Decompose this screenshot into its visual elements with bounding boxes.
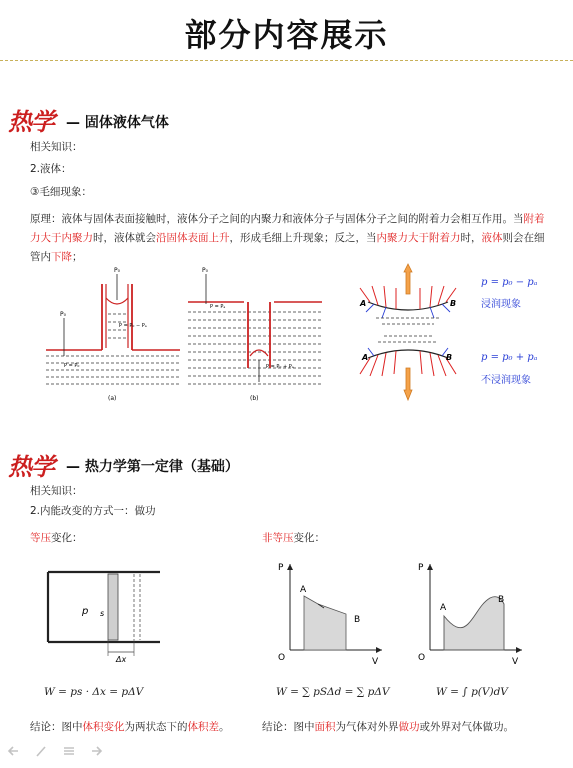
isobaric-heading: 等压变化： — [30, 532, 83, 544]
menu-icon[interactable] — [62, 744, 76, 758]
pv-graph-curve — [414, 560, 530, 666]
svg-text:P = Pₐ: P = Pₐ — [210, 304, 226, 310]
header-divider — [0, 60, 573, 61]
section2-brand: 热学 — [8, 452, 54, 481]
slide-toolbar — [6, 744, 104, 758]
svg-text:P = P₀: P = P₀ — [64, 363, 80, 369]
svg-text:P₀: P₀ — [202, 267, 209, 274]
nonwet-label-A: A — [362, 353, 369, 362]
pen-icon[interactable] — [34, 744, 48, 758]
svg-text:P₀: P₀ — [60, 311, 67, 318]
section1-title: — 固体液体气体 — [66, 115, 169, 131]
pv2-axis-p: P — [418, 563, 424, 573]
wet-equation: p = p₀ − pₐ — [481, 277, 538, 288]
meniscus-force-diagram — [356, 262, 476, 408]
next-arrow-icon[interactable] — [90, 744, 104, 758]
svg-text:P = P₀ + Pₐ: P = P₀ + Pₐ — [266, 364, 294, 370]
fig-b-caption: (b) — [250, 395, 259, 402]
work-equation-sum: W = ∑ pSΔd = ∑ pΔV — [276, 686, 390, 698]
principle-paragraph: 原理：液体与固体表面接触时，液体分子之间的内聚力和液体分子与固体分子之间的附着力会相互作用。当附着力大于内聚力时，液体就会沿固体表面上升，形成毛细上升现象；反之，当内聚力大于附着力时，液体则会在细管内下降； — [30, 213, 545, 263]
pv1-point-b: B — [354, 615, 361, 625]
piston-diagram — [44, 568, 164, 662]
non-isobaric-heading: 非等压变化： — [262, 532, 325, 544]
conclusion-isobaric: 结论：图中体积变化为两状态下的体积差。 — [30, 721, 230, 733]
nonwet-label-B: B — [446, 353, 453, 362]
pv1-axis-v: V — [372, 657, 379, 666]
work-equation-isobaric: W = ps · Δx = pΔV — [44, 686, 144, 698]
capillary-figure-b — [186, 264, 324, 404]
section2-knowledge: 相关知识： — [30, 485, 83, 497]
nonwet-label: 不浸润现象 — [481, 375, 531, 386]
conclusion-non-isobaric: 结论：图中面积为气体对外界做功或外界对气体做功。 — [262, 721, 514, 733]
pv2-axis-v: V — [512, 657, 519, 666]
wet-label-A: A — [360, 299, 367, 308]
pv1-axis-p: P — [278, 563, 284, 573]
wet-label: 浸润现象 — [481, 299, 521, 310]
piston-s-label: s — [100, 609, 105, 618]
previous-arrow-icon[interactable] — [6, 744, 20, 758]
wet-label-B: B — [450, 299, 457, 308]
pv1-axis-o: O — [278, 653, 286, 663]
section1-item2: ③毛细现象： — [30, 186, 92, 198]
capillary-figure-a — [44, 264, 182, 404]
pv2-point-a: A — [440, 603, 447, 613]
fig-a-caption: (a) — [108, 395, 117, 402]
pv2-point-b: B — [498, 595, 505, 605]
pv1-point-a: A — [300, 585, 307, 595]
pv2-axis-o: O — [418, 653, 426, 663]
piston-dx-label: Δx — [116, 655, 127, 662]
pv-graph-polygon — [272, 560, 388, 666]
svg-text:P = P₀ − Pₐ: P = P₀ − Pₐ — [119, 323, 147, 329]
section2-item1: 2.内能改变的方式一：做功 — [30, 505, 156, 517]
section1-item1: 2.液体： — [30, 163, 72, 175]
section1-knowledge: 相关知识： — [30, 141, 83, 153]
piston-p-label: p — [82, 606, 89, 617]
nonwet-equation: p = p₀ + pₐ — [481, 352, 538, 363]
page-title: 部分内容展示 — [184, 16, 389, 54]
svg-text:P₀: P₀ — [114, 267, 121, 274]
section1-brand: 热学 — [8, 107, 54, 136]
work-equation-integral: W = ∫ p(V)dV — [436, 686, 508, 698]
section2-title: — 热力学第一定律（基础） — [66, 459, 239, 475]
